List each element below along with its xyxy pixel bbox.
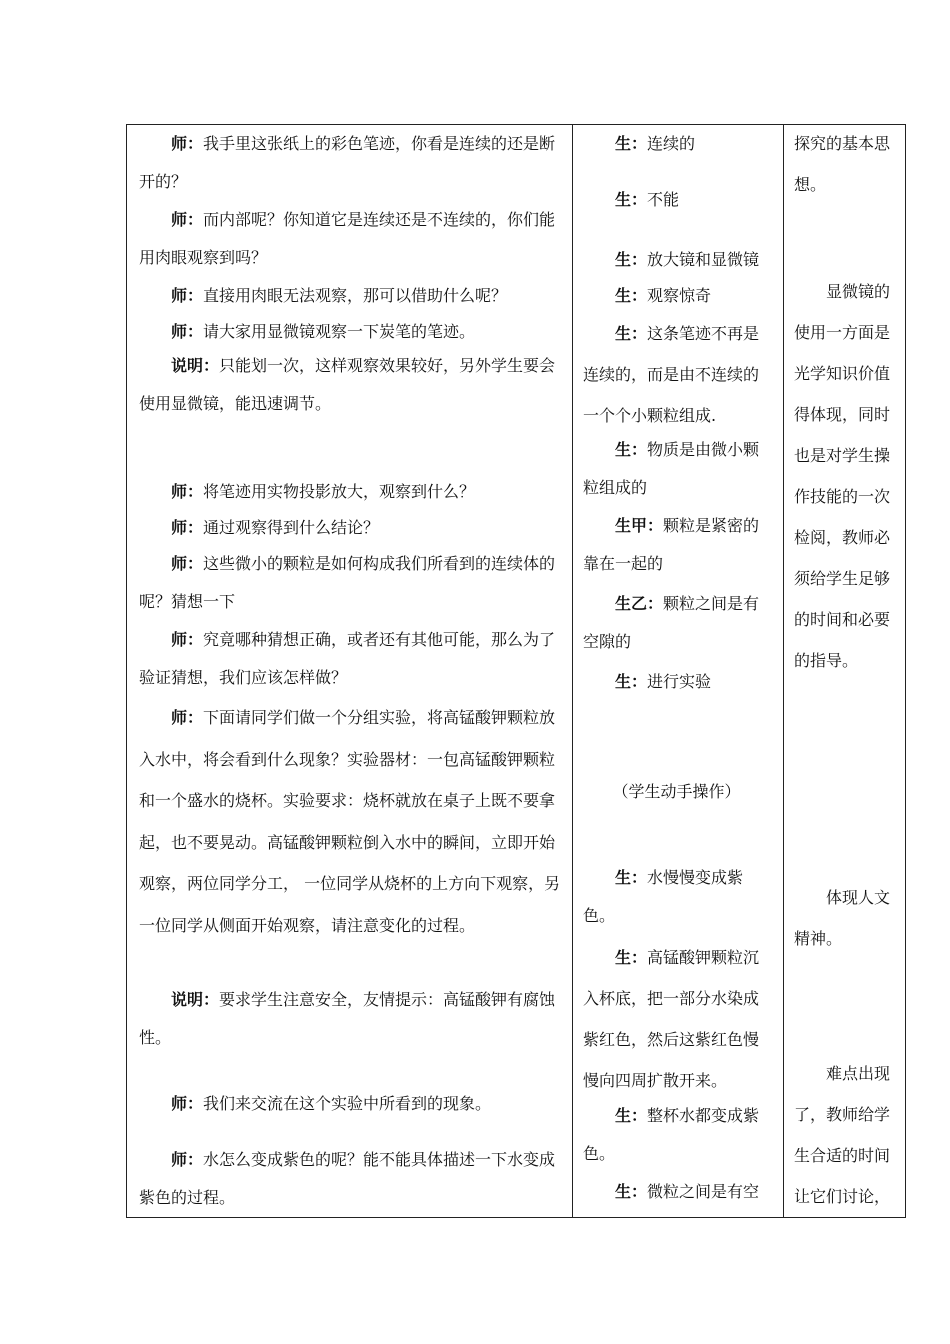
student-line: 生：连续的 xyxy=(615,134,696,153)
lesson-table xyxy=(126,124,906,1218)
teacher-line: 师：而内部呢？你知道它是连续还是不连续的，你们能用肉眼观察到吗？ xyxy=(139,210,556,267)
student-line: 生：微粒之间是有空 xyxy=(615,1182,760,1201)
teacher-line: 师：通过观察得到什么结论？ xyxy=(171,518,380,537)
student-line: 生：高锰酸钾颗粒沉入杯底，把一部分水染成紫红色，然后这紫红色慢慢向四周扩散开来。 xyxy=(583,948,760,1090)
student-line: 生：放大镜和显微镜 xyxy=(615,250,760,269)
teacher-line: 师：下面请同学们做一个分组实验，将高锰酸钾颗粒放入水中，将会看到什么现象？实验器材：一包高锰酸钾颗粒和一个盛水的烧杯。实验要求：烧杯就放在桌子上既不要拿起，也不要晃动。高锰酸钾颗粒倒入水中的瞬间，立即开始观察，两位同学分工， 一位同学从烧杯的上方向下观察，另一位同学从侧面开始观察，请注意变化的过程。 xyxy=(139,708,561,935)
design-note: 体现人文精神。 xyxy=(794,888,891,948)
student-line: 生：整杯水都变成紫色。 xyxy=(583,1106,760,1163)
teacher-column xyxy=(127,125,573,1217)
student-line: 生：不能 xyxy=(615,190,680,209)
student-activity: （学生动手操作） xyxy=(612,782,741,801)
student-line: 生：水慢慢变成紫色。 xyxy=(583,868,744,925)
student-column xyxy=(573,125,784,1217)
student-line: 生甲：颗粒是紧密的靠在一起的 xyxy=(583,516,760,573)
design-note: 显微镜的使用一方面是光学知识价值得体现，同时也是对学生操作技能的一次检阅，教师必须给学生足够的时间和必要的指导。 xyxy=(794,282,891,670)
design-note: 难点出现了，教师给学生合适的时间让它们讨论， xyxy=(794,1064,891,1206)
design-notes-column xyxy=(784,125,905,1217)
student-line: 生：观察惊奇 xyxy=(615,286,712,305)
student-line: 生乙：颗粒之间是有空隙的 xyxy=(583,594,760,651)
teacher-line: 师：直接用肉眼无法观察，那可以借助什么呢？ xyxy=(171,286,508,305)
teacher-note: 说明：只能划一次，这样观察效果较好，另外学生要会使用显微镜，能迅速调节。 xyxy=(139,356,556,413)
teacher-line: 师：将笔迹用实物投影放大，观察到什么？ xyxy=(171,482,476,501)
teacher-line: 师：这些微小的颗粒是如何构成我们所看到的连续体的呢？猜想一下 xyxy=(139,554,556,611)
design-note: 探究的基本思想。 xyxy=(794,134,891,194)
teacher-note: 说明：要求学生注意安全，友情提示：高锰酸钾有腐蚀性。 xyxy=(139,990,556,1047)
teacher-line: 师：我们来交流在这个实验中所看到的现象。 xyxy=(171,1094,492,1113)
student-line: 生：这条笔迹不再是连续的，而是由不连续的一个个小颗粒组成. xyxy=(583,324,760,425)
teacher-line: 师：水怎么变成紫色的呢？能不能具体描述一下水变成紫色的过程。 xyxy=(139,1150,556,1207)
teacher-line: 师：请大家用显微镜观察一下炭笔的笔迹。 xyxy=(171,322,476,341)
student-line: 生：进行实验 xyxy=(615,672,712,691)
teacher-line: 师：我手里这张纸上的彩色笔迹，你看是连续的还是断开的？ xyxy=(139,134,556,191)
student-line: 生：物质是由微小颗粒组成的 xyxy=(583,440,760,497)
teacher-line: 师：究竟哪种猜想正确，或者还有其他可能，那么为了验证猜想，我们应该怎样做？ xyxy=(139,630,556,687)
